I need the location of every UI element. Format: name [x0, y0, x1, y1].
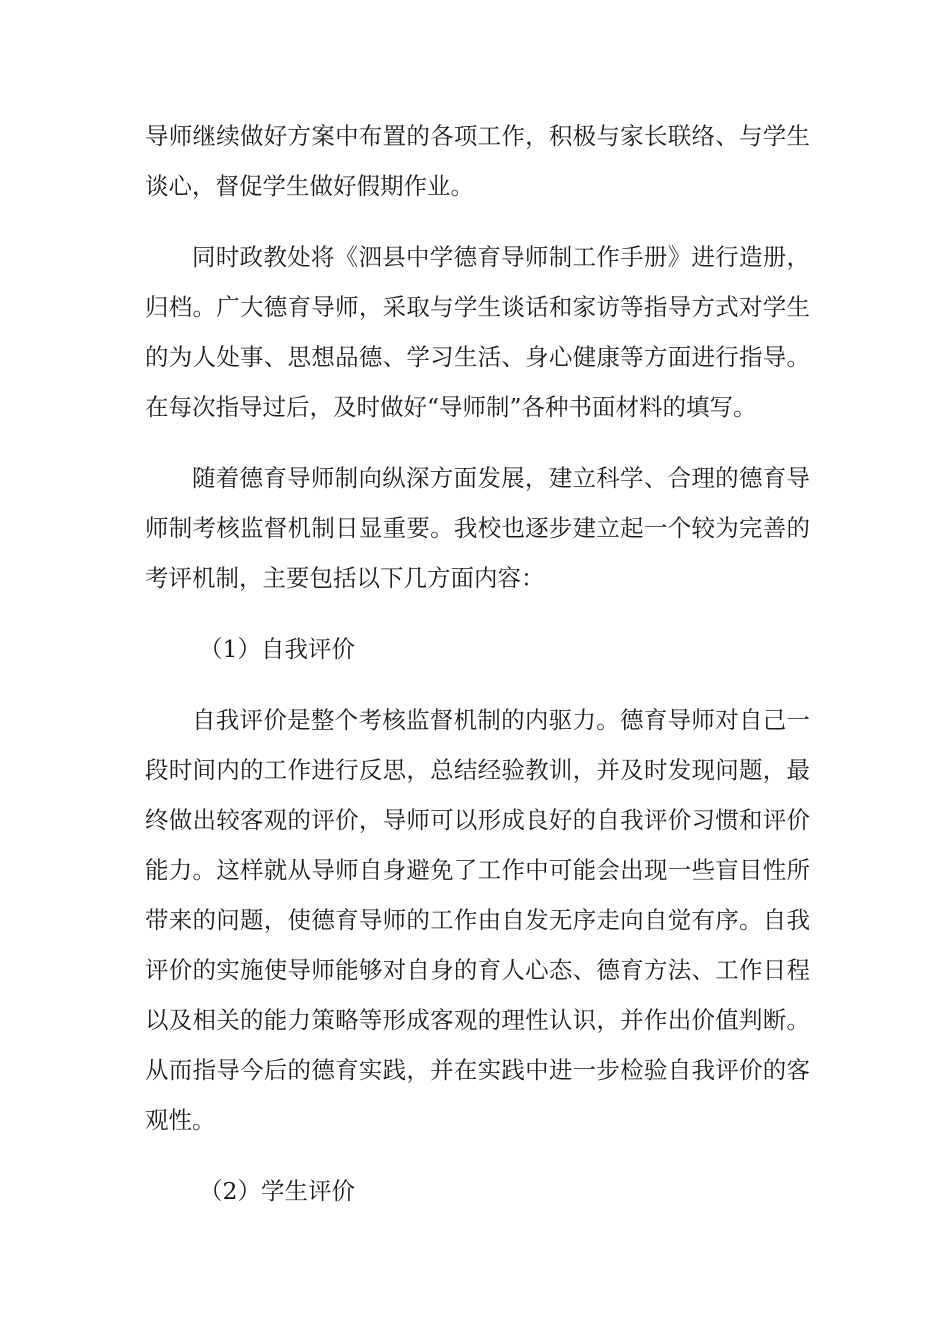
document-body — [145, 111, 810, 1216]
paragraph-continued: 导师继续做好方案中布置的各项工作，积极与家长联络、与学生谈心，督促学生做好假期作业。 — [145, 122, 810, 200]
paragraph-handbook: 同时政教处将《泗县中学德育导师制工作手册》进行造册，归档。广大德育导师，采取与学生谈话和家访等指导方式对学生的为人处事、思想品德、学习生活、身心健康等方面进行指导。在每次指导过后，及时做好“导师制”各种书面材料的填写。 — [145, 243, 810, 421]
paragraph-self-evaluation: 自我评价是整个考核监督机制的内驱力。德育导师对自己一段时间内的工作进行反思，总结经验教训，并及时发现问题，最终做出较客观的评价，导师可以形成良好的自我评价习惯和评价能力。这样就从导师自身避免了工作中可能会出现一些盲目性所带来的问题，使德育导师的工作由自发无序走向自觉有序。自我评价的实施使导师能够对自身的育人心态、德育方法、工作日程以及相关的能力策略等形成客观的理性认识，并作出价值判断。从而指导今后的德育实践，并在实践中进一步检验自我评价的客观性。 — [145, 706, 810, 1134]
section-heading-self-evaluation: （1）自我评价 — [199, 635, 355, 663]
section-heading-student-evaluation: （2）学生评价 — [199, 1177, 355, 1205]
paragraph-evaluation-mechanism: 随着德育导师制向纵深方面发展，建立科学、合理的德育导师制考核监督机制日显重要。我校也逐步建立起一个较为完善的考评机制，主要包括以下几方面内容： — [145, 464, 810, 592]
